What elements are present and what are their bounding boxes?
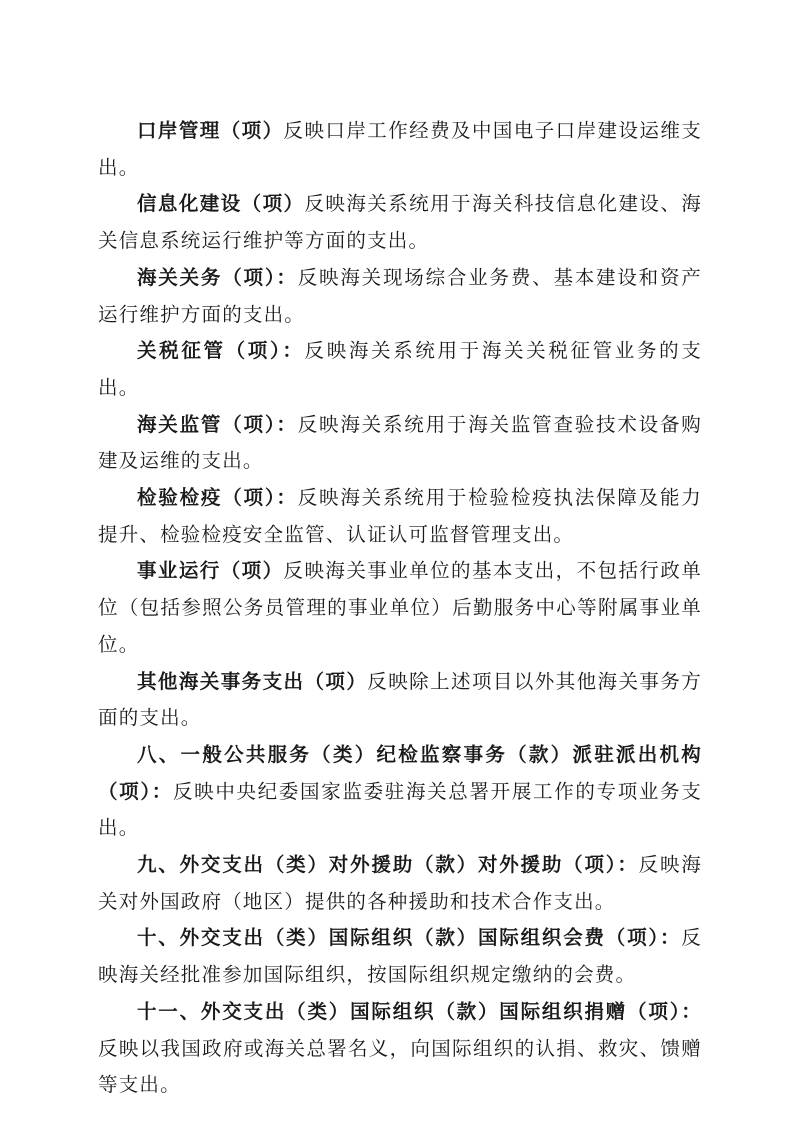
paragraph-term: 事业运行（项）	[137, 559, 284, 583]
paragraph-text: 反映海关事业单位的基本支出，不包括行政单位（包括参照公务员管理的事业单位）后勤服务中心等附属事业单位。	[98, 559, 702, 656]
paragraph-term: 十一、外交支出（类）国际组织（款）国际组织捐赠（项）：	[137, 999, 702, 1023]
paragraph-customs-supervision	[98, 407, 702, 480]
paragraph-term: 检验检疫（项）：	[137, 486, 298, 510]
paragraph-section-eleven	[98, 994, 702, 1104]
paragraph-text: 反映海关经批准参加国际组织，按国际组织规定缴纳的会费。	[98, 926, 702, 987]
paragraph-term: 口岸管理（项）	[137, 119, 284, 142]
paragraph-section-nine	[98, 847, 702, 920]
paragraph-text: 反映以我国政府或海关总署名义，向国际组织的认捐、救灾、馈赠等支出。	[98, 1036, 702, 1097]
paragraph-text: 反映海关系统用于检验检疫执法保障及能力提升、检验检疫安全监管、认证认可监督管理支出。	[98, 486, 702, 546]
paragraph-port-management	[98, 113, 702, 186]
paragraph-term: 关税征管（项）：	[137, 339, 305, 363]
paragraph-term: 其他海关事务支出（项）	[137, 669, 368, 693]
paragraph-section-eight	[98, 737, 702, 847]
paragraph-section-ten	[98, 920, 702, 993]
paragraph-term: 海关关务（项）：	[137, 265, 298, 289]
paragraph-text: 反映口岸工作经费及中国电子口岸建设运维支出。	[98, 119, 702, 179]
paragraph-term: 信息化建设（项）	[137, 192, 305, 216]
paragraph-text: 反映海关对外国政府（地区）提供的各种援助和技术合作支出。	[98, 853, 702, 913]
paragraph-text: 反映海关系统用于海关科技信息化建设、海关信息系统运行维护等方面的支出。	[98, 192, 702, 253]
paragraph-text: 反映海关现场综合业务费、基本建设和资产运行维护方面的支出。	[98, 265, 702, 326]
paragraph-term: 八、一般公共服务（类）纪检监察事务（款）派驻派出机构（项）：	[98, 742, 702, 803]
document-body	[98, 113, 702, 1104]
paragraph-text: 反映海关系统用于海关关税征管业务的支出。	[98, 339, 702, 399]
paragraph-text: 反映海关系统用于海关监管查验技术设备购建及运维的支出。	[98, 412, 702, 473]
paragraph-customs-affairs	[98, 260, 702, 333]
paragraph-text: 反映除上述项目以外其他海关事务方面的支出。	[98, 669, 702, 730]
paragraph-informatization	[98, 186, 702, 259]
paragraph-term: 九、外交支出（类）对外援助（款）对外援助（项）：	[137, 853, 639, 877]
paragraph-text: 反映中央纪委国家监委驻海关总署开展工作的专项业务支出。	[98, 779, 702, 840]
paragraph-term: 海关监管（项）：	[137, 412, 298, 436]
paragraph-inspection-quarantine	[98, 480, 702, 553]
paragraph-term: 十、外交支出（类）国际组织（款）国际组织会费（项）：	[137, 926, 682, 950]
paragraph-tariff-collection	[98, 333, 702, 406]
paragraph-other-customs-affairs	[98, 664, 702, 737]
paragraph-institution-operation	[98, 553, 702, 663]
